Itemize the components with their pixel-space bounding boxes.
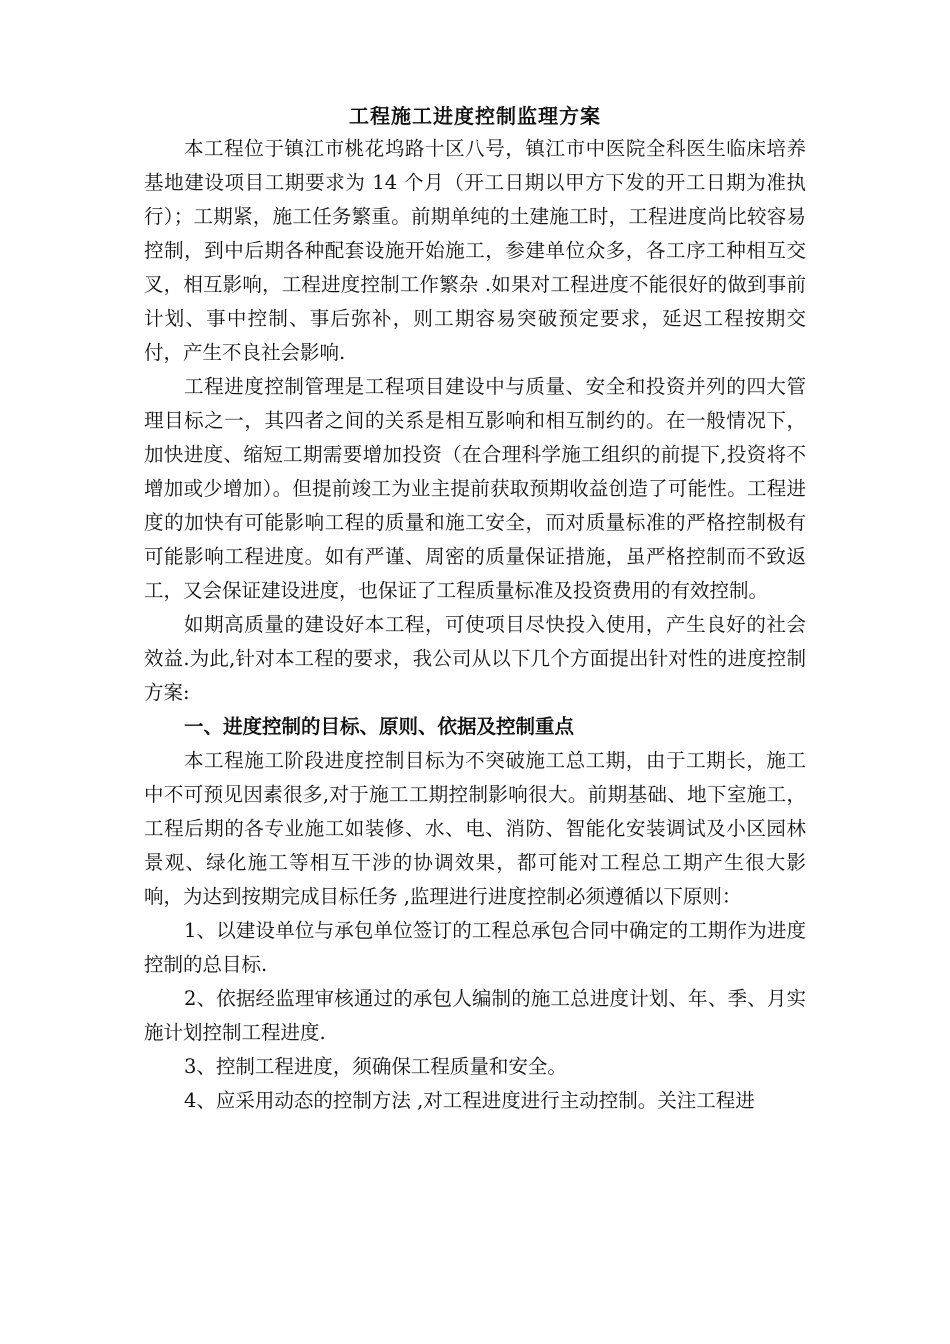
management-paragraph: 工程进度控制管理是工程项目建设中与质量、安全和投资并列的四大管理目标之一，其四者之间的关系是相互影响和相互制约的。在一般情况下，加快进度、缩短工期需要增加投资（在合理科学施工组织的前提下,投资将不增加或少增加）。但提前竣工为业主提前获取预期收益创造了可能性。工程进度的加快有可能影响工程的质量和施工安全，而对质量标准的严格控制极有可能影响工程进度。如有严谨、周密的质量保证措施，虽严格控制而不致返工，又会保证建设进度，也保证了工程质量标准及投资费用的有效控制。 xyxy=(144,375,806,602)
principle-item-1: 1、以建设单位与承包单位签订的工程总承包合同中确定的工期作为进度控制的总目标. xyxy=(144,919,806,976)
document-page xyxy=(144,100,806,1118)
section-heading: 一、进度控制的目标、原则、依据及控制重点 xyxy=(184,715,575,738)
principle-item-2: 2、依据经监理审核通过的承包人编制的施工总进度计划、年、季、月实施计划控制工程进度. xyxy=(144,987,806,1044)
benefit-paragraph: 如期高质量的建设好本工程，可使项目尽快投入使用，产生良好的社会效益.为此,针对本工程的要求，我公司从以下几个方面提出针对性的进度控制方案: xyxy=(144,613,806,704)
document-title: 工程施工进度控制监理方案 xyxy=(349,104,601,128)
principle-item-3: 3、控制工程进度，须确保工程质量和安全。 xyxy=(184,1055,567,1078)
target-paragraph: 本工程施工阶段进度控制目标为不突破施工总工期，由于工期长，施工中不可预见因素很多,对于施工工期控制影响很大。前期基础、地下室施工，工程后期的各专业施工如装修、水、电、消防、智能化安装调试及小区园林景观、绿化施工等相互干涉的协调效果，都可能对工程总工期产生很大影响，为达到按期完成目标任务 ,监理进行进度控制必须遵循以下原则： xyxy=(144,749,806,908)
principle-item-4: 4、应采用动态的控制方法 ,对工程进度进行主动控制。关注工程进 xyxy=(184,1089,755,1112)
intro-paragraph: 本工程位于镇江市桃花坞路十区八号，镇江市中医院全科医生临床培养基地建设项目工期要求为 14 个月（开工日期以甲方下发的开工日期为准执行）；工期紧，施工任务繁重。前期单纯的土建施工时，工程进度尚比较容易控制，到中后期各种配套设施开始施工，参建单位众多，各工序工种相互交叉，相互影响，工程进度控制工作繁杂 .如果对工程进度不能很好的做到事前计划、事中控制、事后弥补，则工期容易突破预定要求，延迟工程按期交付，产生不良社会影响. xyxy=(144,137,806,364)
